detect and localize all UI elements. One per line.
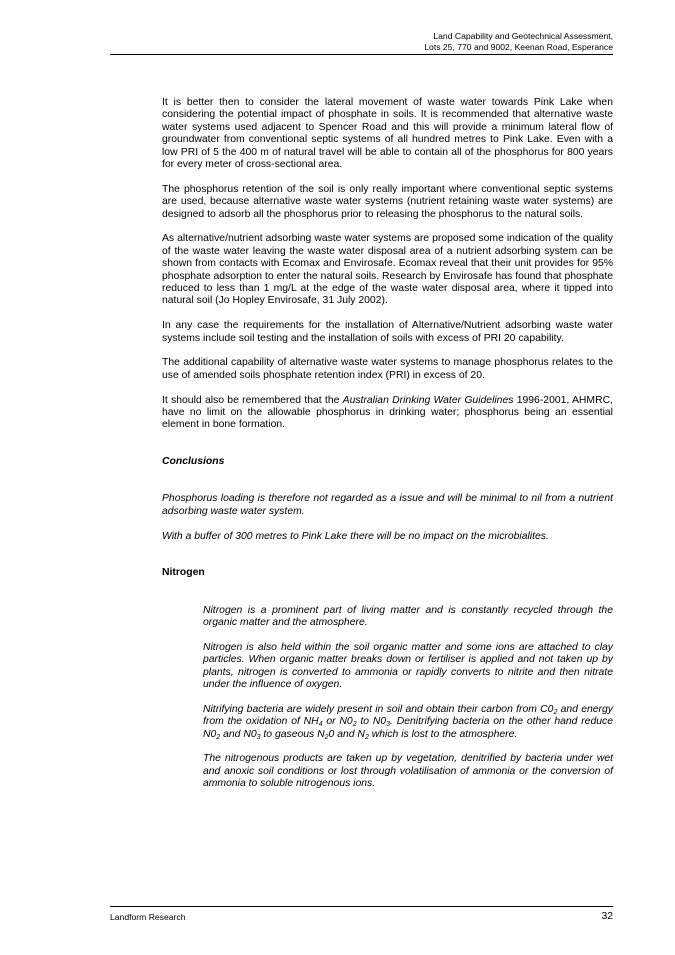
n3-text: to gaseous N: [260, 728, 325, 740]
n3-text: . Denitrifying bacteria on the other hand reduce N0: [203, 716, 613, 740]
n3-text: 0 and N: [328, 728, 365, 740]
header-line-1: Land Capability and Geotechnical Assessment,: [433, 31, 613, 41]
n3-text: to N0: [356, 716, 387, 728]
page-number: 32: [601, 911, 613, 922]
footer-organisation: Landform Research: [110, 912, 186, 922]
n3-sub: 2: [352, 721, 357, 729]
conclusions-heading: Conclusions: [162, 456, 225, 468]
drinking-water-text-c: 1996-2001, AHMRC, have no limit on the allowable phosphorus in drinking water; phosphorus being an essential element in bone formation.: [162, 394, 613, 431]
nitrogen-heading: Nitrogen: [162, 567, 205, 579]
paragraph-phosphorus-retention: The phosphorus retention of the soil is only really important where conventional septic systems are used, because alternative waste water systems (nutrient retaining waste water systems) are designed to adsorb all the phosphorus prior to releasing the phosphorus to the natural soils.: [162, 183, 613, 220]
paragraph-additional-capability: The additional capability of alternative waste water systems to manage phosphorus relates to the use of amended soils phosphate retention index (PRI) in excess of 20.: [162, 357, 613, 381]
n3-text: and energy from the oxidation of NH: [203, 703, 613, 728]
page-body: [162, 97, 613, 803]
header-line-2: Lots 25, 770 and 9002, Keenan Road, Esperance: [424, 42, 613, 53]
conclusion-phosphorus-loading: Phosphorus loading is therefore not regarded as a issue and will be minimal to nil from a nutrient adsorbing waste water system.: [162, 493, 613, 517]
paragraph-drinking-water: [162, 395, 613, 432]
n3-sub: 2: [324, 733, 329, 741]
conclusion-buffer: With a buffer of 300 metres to Pink Lake there will be no impact on the microbialites.: [162, 530, 549, 542]
guidelines-title: Australian Drinking Water Guidelines: [342, 394, 514, 406]
n3-text: and N0: [220, 728, 257, 740]
n3-sub: 3: [386, 721, 391, 729]
nitrogen-paragraph-2: Nitrogen is also held within the soil organic matter and some ions are attached to clay particles. When organic matter breaks down or fertiliser is applied and not taken up by plants, nitrogen is converted to ammonia or rapidly converts to nitrite and then nitrate under the influence of oxygen.: [203, 641, 613, 691]
running-header: [113, 31, 613, 53]
n3-sub: 4: [318, 721, 323, 729]
paragraph-alternative-systems: As alternative/nutrient adsorbing waste water systems are proposed some indication of the quality of the waste water leaving the waste water disposal area of a nutrient adsorbing system can be shown from contacts with Ecomax and Envirosafe. Ecomax reveal that their unit provides for 95% phosphate adsorption to enter the natural soils. Research by Envirosafe has found that phosphate reduced to less than 1 mg/L at the edge of the waste water disposal area, where it tipped into natural soil (Jo Hopley Envirosafe, 31 July 2002).: [162, 233, 613, 307]
drinking-water-text-a: It should also be remembered that the: [162, 394, 343, 406]
paragraph-requirements: In any case the requirements for the installation of Alternative/Nutrient adsorbing waste water systems include soil testing and the installation of soils with excess of PRI 20 capability.: [162, 320, 613, 344]
n3-text: which is lost to the atmosphere.: [368, 728, 518, 740]
header-rule: [110, 54, 613, 55]
paragraph-lateral-movement: It is better then to consider the lateral movement of waste water towards Pink Lake when considering the potential impact of phosphate in soils. It is recommended that alternative waste water systems used adjacent to Spencer Road and this will provide a minimum lateral flow of groundwater from conventional septic systems of all hundred metres to Pink Lake. Even with a low PRI of 5 the 400 m of natural travel will be able to contain all of the phosphorus for 800 years for every meter of cross-sectional area.: [162, 97, 613, 171]
nitrogen-paragraph-1: Nitrogen is a prominent part of living matter and is constantly recycled through the organic matter and the atmosphere.: [203, 604, 613, 629]
n3-sub: 2: [364, 733, 369, 741]
n3-sub: 2: [216, 733, 221, 741]
n3-sub: 2: [553, 708, 558, 716]
nitrogen-paragraph-4: The nitrogenous products are taken up by vegetation, denitrified by bacteria under wet and anoxic soil conditions or lost through volatilisation of ammonia or the conversion of ammonia to soluble nitrogenous ions.: [203, 753, 613, 790]
n3-text: Nitrifying bacteria are widely present in soil and obtain their carbon from C0: [203, 703, 554, 715]
n3-text: or N0: [322, 716, 353, 728]
footer-rule: [110, 906, 613, 907]
nitrogen-paragraph-3: [203, 704, 613, 741]
n3-sub: 3: [256, 733, 261, 741]
